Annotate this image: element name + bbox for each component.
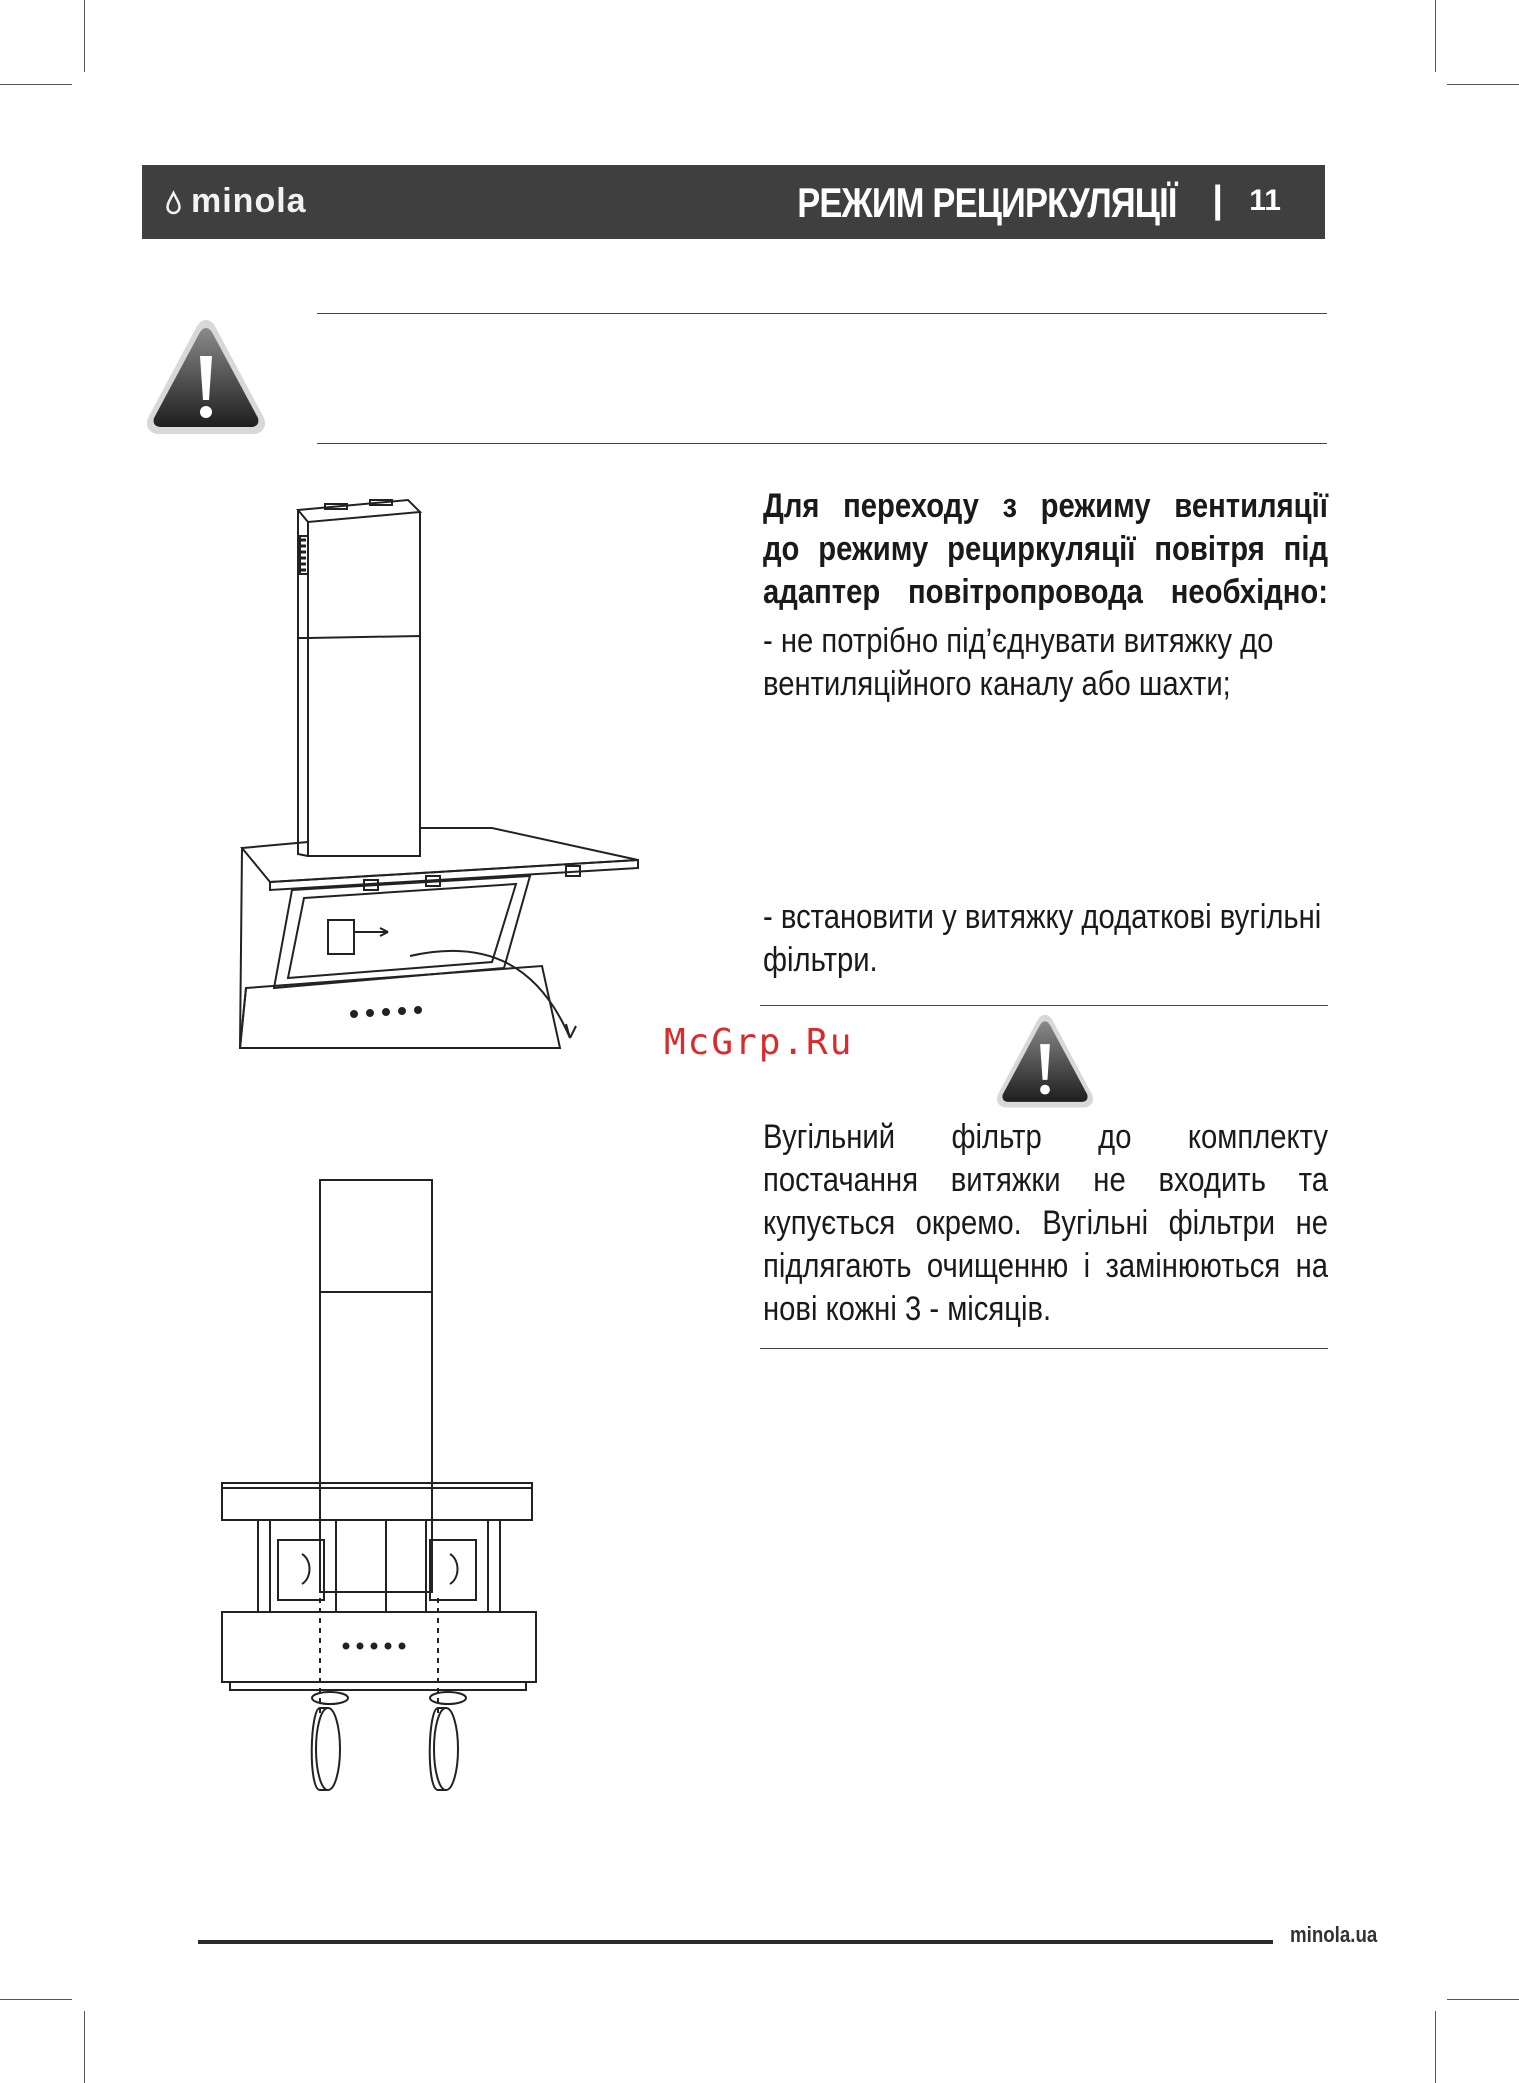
page-number: 11 xyxy=(1249,184,1281,217)
crop-mark xyxy=(84,2011,85,2083)
note-top-rule xyxy=(760,1005,1328,1006)
intro-line: Для переходу з режиму вентиляції xyxy=(763,487,1329,525)
note-line: купується окремо. Вугільні фільтри не xyxy=(763,1204,1329,1242)
warning-box-bottom-rule xyxy=(317,443,1327,444)
warning-triangle-icon xyxy=(993,1010,1097,1114)
drop-icon xyxy=(166,192,181,214)
note-bottom-rule xyxy=(760,1348,1328,1349)
crop-mark xyxy=(1447,84,1519,85)
crop-mark xyxy=(0,1999,72,2000)
footer-url[interactable]: minola.ua xyxy=(1290,1922,1378,1947)
crop-mark xyxy=(1435,0,1436,72)
footer-line xyxy=(198,1940,1273,1944)
note-line: Вугільний фільтр до комплекту xyxy=(763,1118,1329,1156)
step-1-line: - не потрібно під’єднувати витяжку до xyxy=(763,622,1274,660)
step-1-line: вентиляційного каналу або шахти; xyxy=(763,665,1231,703)
crop-mark xyxy=(1435,2011,1436,2083)
note-paragraph xyxy=(763,1116,1328,1331)
page-title: РЕЖИМ РЕЦИРКУЛЯЦІЇ xyxy=(797,179,1177,226)
hood-side-view-illustration xyxy=(230,488,650,1088)
warning-box-top-rule xyxy=(317,313,1327,314)
crop-mark xyxy=(1447,1999,1519,2000)
warning-triangle-icon xyxy=(142,314,270,442)
step-2-text xyxy=(763,896,1328,982)
crop-mark xyxy=(0,84,72,85)
note-line: підлягають очищенню і замінюються на xyxy=(763,1247,1329,1285)
intro-paragraph xyxy=(763,485,1328,614)
note-line: нові кожні 3 - місяців. xyxy=(763,1290,1052,1328)
page-header xyxy=(142,165,1325,239)
header-separator: | xyxy=(1212,179,1223,221)
watermark: McGrp.Ru xyxy=(664,1022,854,1063)
note-line: постачання витяжки не входить та xyxy=(763,1161,1329,1199)
step-2-line: фільтри. xyxy=(763,941,878,979)
brand-logo xyxy=(166,182,307,221)
crop-mark xyxy=(84,0,85,72)
intro-line: до режиму рециркуляції повітря під xyxy=(763,530,1329,568)
hood-front-view-illustration xyxy=(218,1178,548,1798)
brand-name: minola xyxy=(191,182,307,220)
step-1-text xyxy=(763,620,1328,706)
step-2-line: - встановити у витяжку додаткові вугільні xyxy=(763,898,1322,936)
intro-line: адаптер повітропровода необхідно: xyxy=(763,573,1329,611)
